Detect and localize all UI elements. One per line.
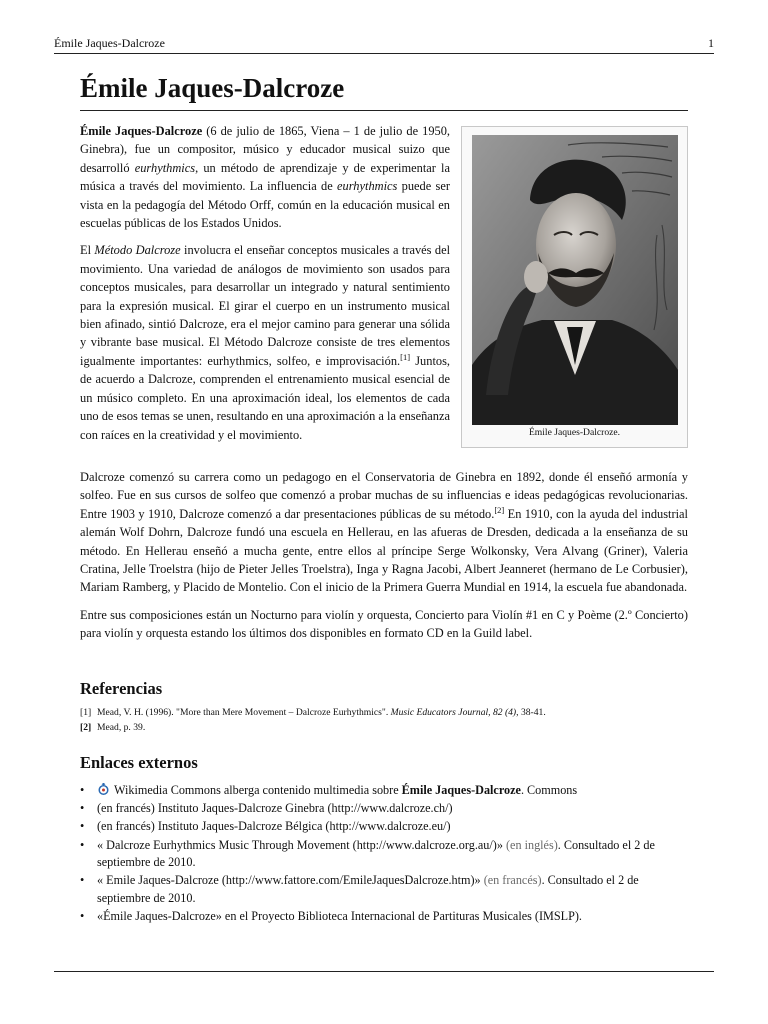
text-span: Mead, p. 39. xyxy=(97,721,146,733)
body-paragraph-2: Entre sus composiciones están un Nocturno para violín y orquesta, Concierto para Violín #1 en C y Poème (2.º Concierto) para violín y orquesta estando los últimos dos disponibles en formato CD en la Guild label. xyxy=(80,607,688,641)
reference-number[interactable]: [1] xyxy=(80,707,92,718)
list-item[interactable] xyxy=(80,837,688,872)
text-span: involucra el enseñar conceptos musicales a través del movimiento. Una variedad de análogos de movimiento son usados para conceptos musicales, para desarrollar un integrado y natural sentimiento para la expresión musical. El girar el cuerpo en un instrumento musical bien afinado, sintió Dalcroze, era el mejor camino para generar una sólida y vibrante base musical. El Método Dalcroze consiste de tres elementos igualmente importantes: eurhythmics, solfeo, e improvisación. xyxy=(80,243,451,368)
intro-text xyxy=(80,122,450,453)
intro-paragraph-2 xyxy=(80,241,450,443)
list-item[interactable] xyxy=(80,800,688,818)
text-span: (6 de julio de 1865, Viena – 1 de julio de 1950, Ginebra), fue un compositor, músico y educador musical suizo que desarrolló xyxy=(80,124,450,175)
citation-link[interactable]: [2] xyxy=(494,504,505,515)
emphasis: Music Educators Journal, 82 (4) xyxy=(390,707,517,718)
emphasis: eurhythmics xyxy=(337,179,398,194)
emphasis: Émile Jaques-Dalcroze xyxy=(401,783,521,797)
page-number: 1 xyxy=(708,36,714,50)
text-span: , 38-41. xyxy=(516,707,546,718)
text-span: « Emile Jaques-Dalcroze (http://www.fattore.com/EmileJaquesDalcroze.htm)» xyxy=(97,873,484,888)
external-links-list xyxy=(80,782,688,926)
list-item[interactable] xyxy=(80,872,688,907)
footer-rule xyxy=(54,971,714,972)
text-span: El xyxy=(80,243,95,258)
list-item[interactable] xyxy=(80,782,688,800)
list-item[interactable] xyxy=(80,818,688,836)
text-span: «Émile Jaques-Dalcroze» en el Proyecto Biblioteca Internacional de Partituras Musicales (IMSLP). xyxy=(97,909,582,924)
portrait-figure xyxy=(461,126,688,448)
text-span: Juntos, de acuerdo a Dalcroze, comprenden el entrenamiento musical esencial de un músico completo. En una aproximación ideal, los elementos de cada uno de esos temas se unen, resultando en una aproximación a la enseñanza con raíces en la creatividad y el movimiento. xyxy=(80,353,450,442)
text-span: puede ser vista en la pedagogía del Método Orff, común en la educación musical en escuelas públicas de los Estados Unidos. xyxy=(80,179,450,231)
running-title: Émile Jaques-Dalcroze xyxy=(54,36,165,50)
text-span: En 1910, con la ayuda del industrial alemán Wolf Dohrn, Dalcroze fundó una escuela en Hellerau, en las afueras de Dresden, dedicada a la enseñanza de su método. En Hellerau enseñó a mucha gente, entre ellos al príncipe Serge Wolkonsky, Vera Alvang (Griner), Valeria Cratina, Jelle Troelstra (hijo de Pieter Jelles Troelstra), Inga y Ragna Jacobi, Albert Jeanneret (hermano de Le Corbusier), Mariam Ramberg, y Placido de Montelio. Con el inicio de la Primera Guerra Mundial en 1914, la escuela fue abandonada. xyxy=(80,506,688,595)
text-span: « Dalcroze Eurhythmics Music Through Movement (http://www.dalcroze.org.au/)» xyxy=(97,837,506,852)
reference-number[interactable]: [2] xyxy=(80,721,92,733)
subject-name: Émile Jaques-Dalcroze xyxy=(80,124,203,138)
portrait-illustration xyxy=(472,135,678,425)
text-span: . Consultado el 2 de septiembre de 2010. xyxy=(97,837,655,870)
body-paragraph-1 xyxy=(80,468,688,597)
emphasis: Método Dalcroze xyxy=(94,243,181,258)
list-item[interactable] xyxy=(80,908,688,926)
text-span: . Commons xyxy=(520,783,578,797)
text-span: (en francés) Instituto Jaques-Dalcroze Bélgica (http://www.dalcroze.eu/) xyxy=(97,819,451,834)
title-rule xyxy=(80,110,688,111)
reference-item xyxy=(80,706,688,721)
text-span: Mead, V. H. (1996). "More than Mere Movement – Dalcroze Eurhythmics". xyxy=(97,707,391,718)
external-links-heading: Enlaces externos xyxy=(80,753,198,772)
citation-link[interactable]: [1] xyxy=(400,351,411,362)
figure-caption: Émile Jaques-Dalcroze. xyxy=(528,427,621,438)
wikimedia-commons-icon xyxy=(97,783,110,796)
references-list xyxy=(80,706,688,735)
emphasis: eurhythmics xyxy=(134,160,196,175)
language-note: (en francés) xyxy=(483,873,542,888)
language-note: (en inglés) xyxy=(505,837,558,852)
text-span: , un método de aprendizaje y de experimentar la música a través del movimiento. La influencia de xyxy=(80,160,450,194)
body-text xyxy=(80,468,688,652)
references-heading: Referencias xyxy=(80,679,163,698)
intro-paragraph-1 xyxy=(80,122,450,232)
text-span: . Consultado el 2 de septiembre de 2010. xyxy=(97,873,639,905)
reference-item xyxy=(80,721,688,736)
running-header xyxy=(54,36,714,52)
text-span: (en francés) Instituto Jaques-Dalcroze Ginebra (http://www.dalcroze.ch/) xyxy=(97,801,453,816)
text-span: Dalcroze comenzó su carrera como un pedagogo en el Conservatoria de Ginebra en 1892, donde él enseñó armonía y solfeo. Fue en sus cursos de solfeo que comenzó a probar muchas de su influencias e ideas pedagógicas revolucionarias. Entre 1903 y 1910, Dalcroze comenzó a dar presentaciones públicas de su método. xyxy=(80,470,688,521)
text-span: Wikimedia Commons alberga contenido multimedia sobre xyxy=(114,783,402,797)
page-title: Émile Jaques-Dalcroze xyxy=(80,73,345,103)
portrait-photo[interactable] xyxy=(472,135,678,425)
header-rule xyxy=(54,53,714,54)
